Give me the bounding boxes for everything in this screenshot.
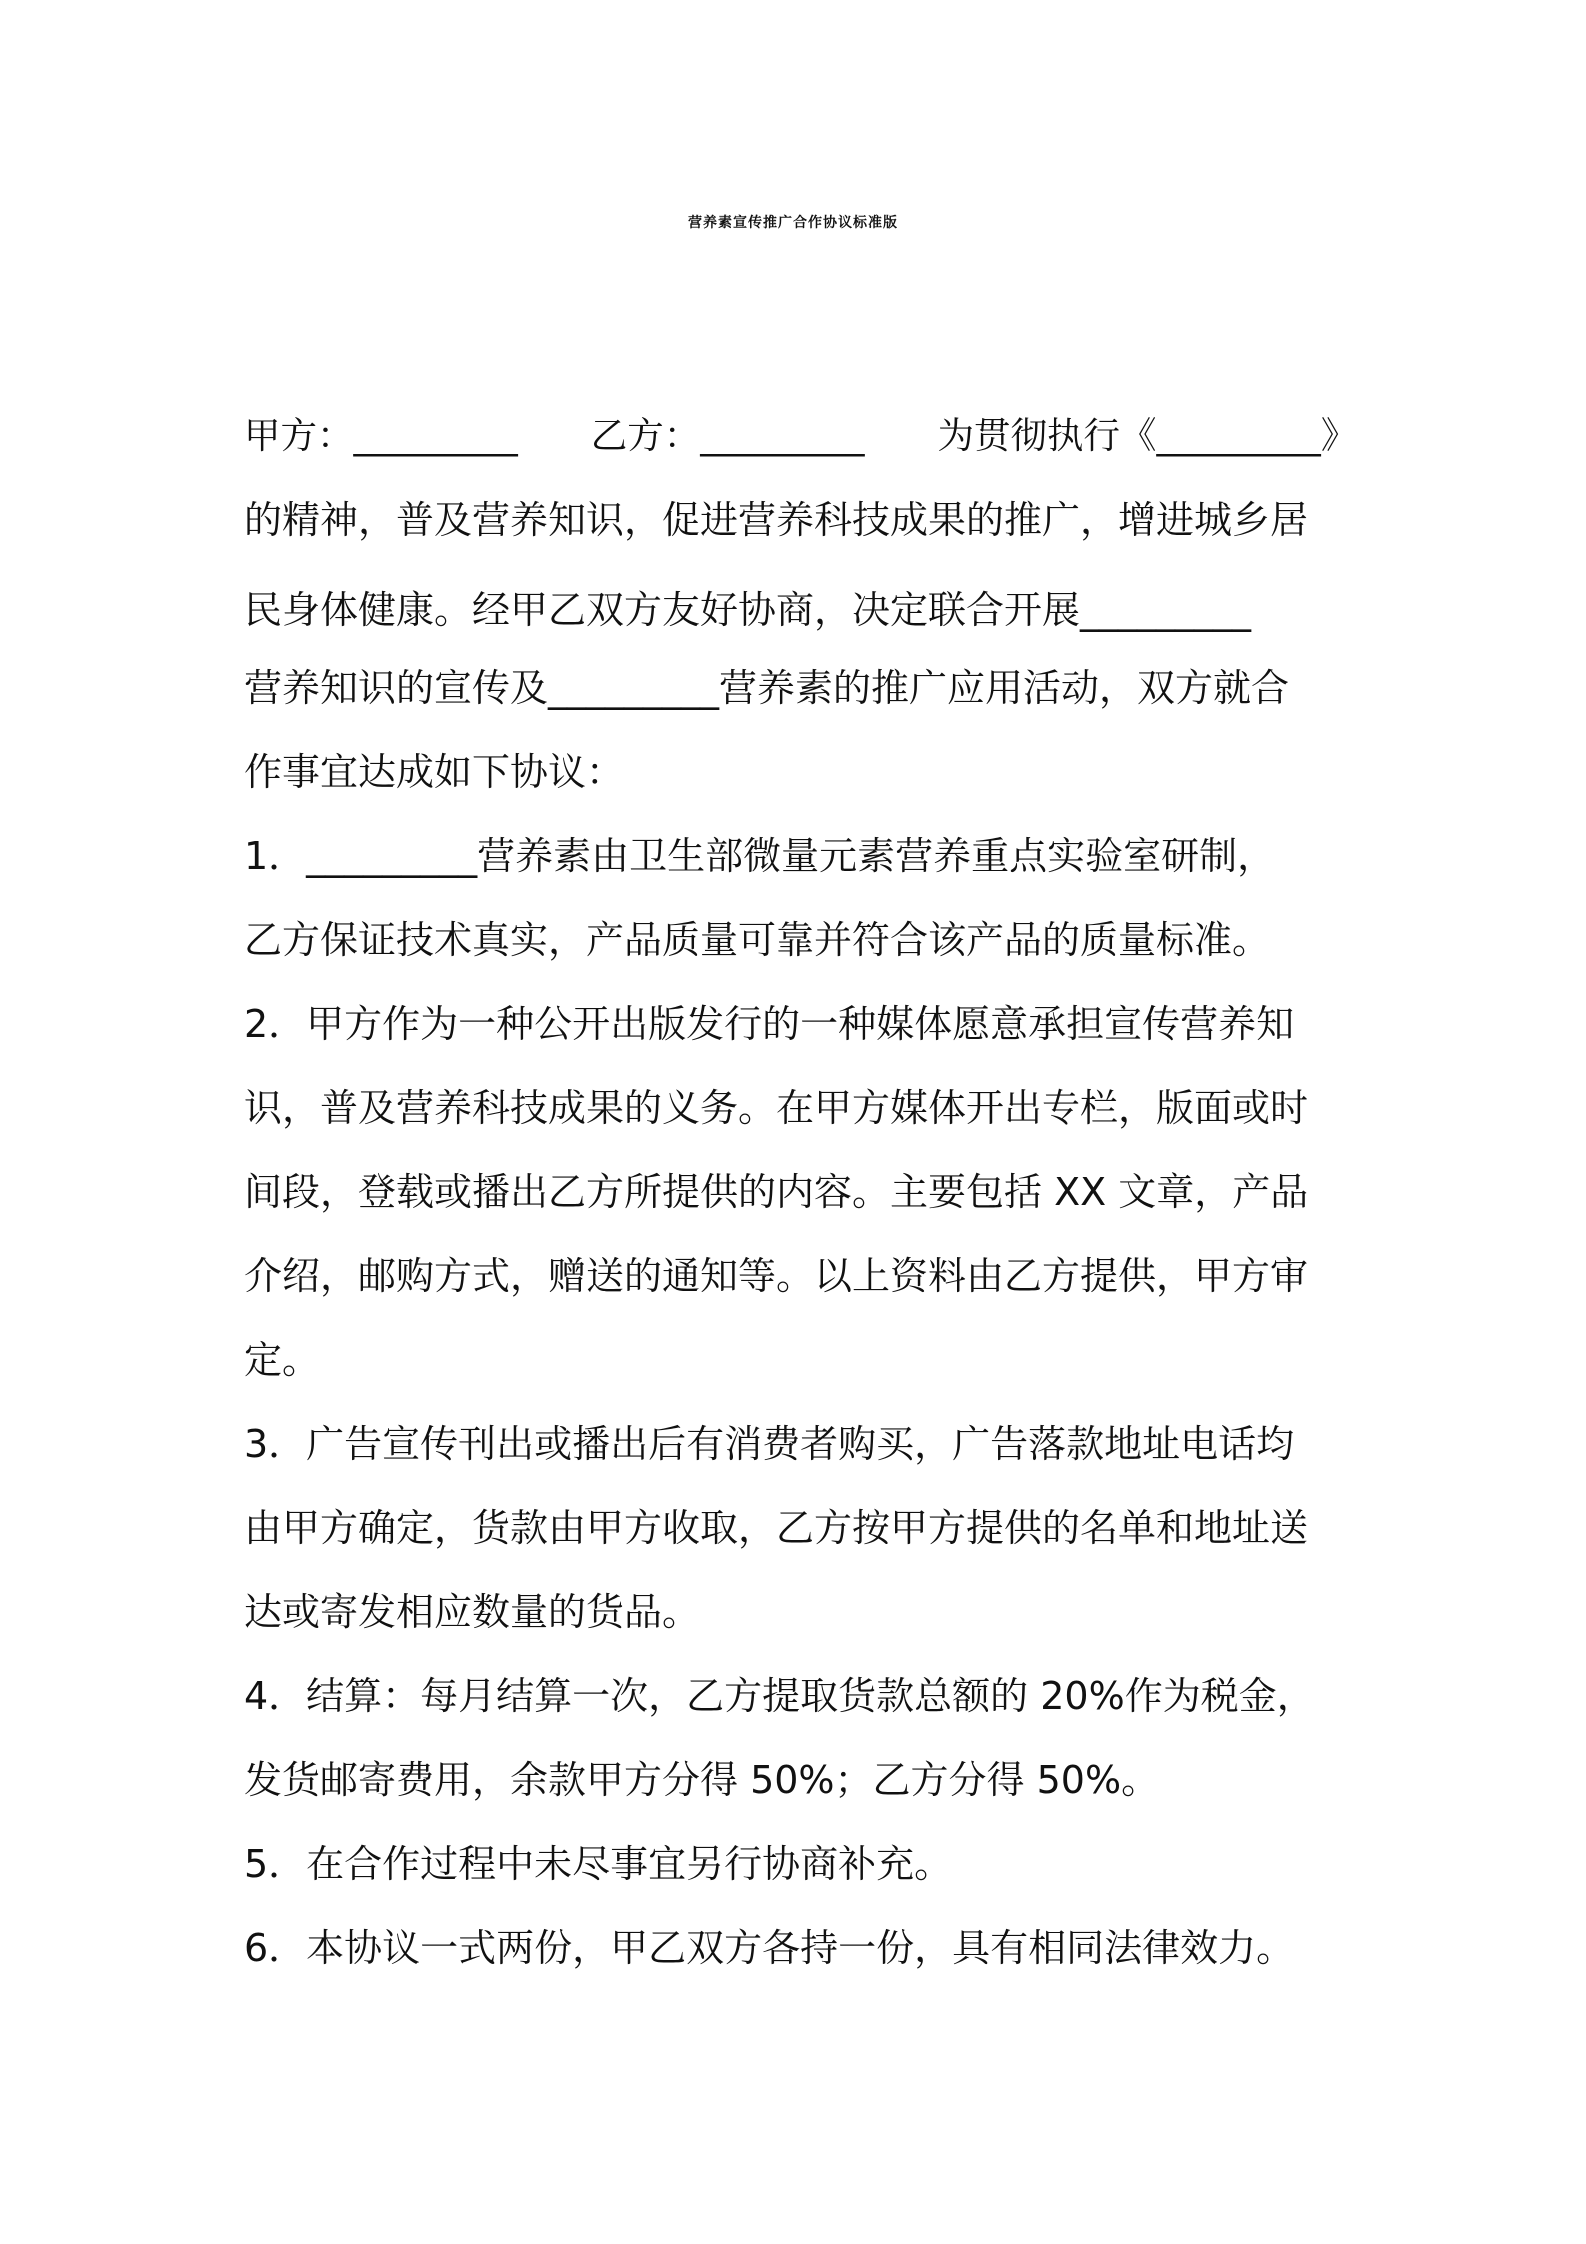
list-item-line: 定。 (244, 1338, 321, 1382)
paragraph-line: 营养知识的宣传及_________营养素的推广应用活动，双方就合 (244, 666, 1290, 710)
list-item-line: 6．本协议一式两份，甲乙双方各持一份，具有相同法律效力。 (244, 1926, 1295, 1970)
list-item-line: 由甲方确定，货款由甲方收取，乙方按甲方提供的名单和地址送 (244, 1506, 1309, 1550)
list-item-line: 介绍，邮购方式，赠送的通知等。以上资料由乙方提供，甲方审 (244, 1254, 1309, 1298)
list-item-line: 2．甲方作为一种公开出版发行的一种媒体愿意承担宣传营养知 (244, 1002, 1295, 1046)
list-item-line: 3．广告宣传刊出或播出后有消费者购买，广告落款地址电话均 (244, 1422, 1295, 1466)
paragraph-line: 作事宜达成如下协议： (244, 750, 625, 794)
list-item-line: 4．结算：每月结算一次，乙方提取货款总额的 20%作为税金， (244, 1674, 1315, 1718)
document-title: 营养素宣传推广合作协议标准版 (688, 215, 898, 231)
list-item-line: 发货邮寄费用，余款甲方分得 50%；乙方分得 50%。 (244, 1758, 1160, 1802)
list-item-line: 达或寄发相应数量的货品。 (244, 1590, 701, 1634)
list-item-line: 识，普及营养科技成果的义务。在甲方媒体开出专栏，版面或时 (244, 1086, 1309, 1130)
list-item-line: 间段，登载或播出乙方所提供的内容。主要包括 XX 文章，产品 (244, 1170, 1309, 1214)
paragraph-line: 民身体健康。经甲乙双方友好协商，决定联合开展_________ (244, 588, 1252, 632)
paragraph-line: 甲方：_________ 乙方：_________ 为贯彻执行《_________》 (244, 414, 1358, 457)
list-item-line: 1．_________营养素由卫生部微量元素营养重点实验室研制， (244, 834, 1276, 878)
list-item-line: 乙方保证技术真实，产品质量可靠并符合该产品的质量标准。 (244, 918, 1271, 962)
list-item-line: 5．在合作过程中未尽事宜另行协商补充。 (244, 1842, 953, 1886)
paragraph-line: 的精神，普及营养知识，促进营养科技成果的推广，增进城乡居 (244, 498, 1309, 542)
